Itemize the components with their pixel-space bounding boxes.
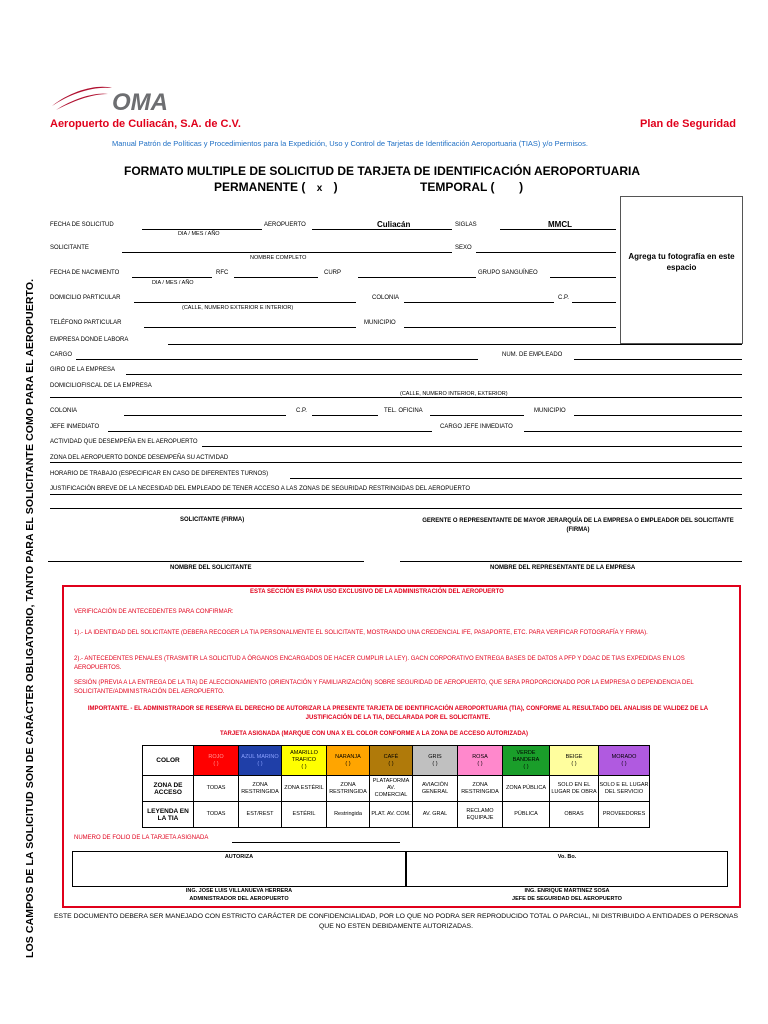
color-cell-cafe[interactable] — [370, 746, 413, 776]
label-telefono: TELÉFONO PARTICULAR — [50, 320, 122, 326]
label-zona: ZONA DEL AEROPUERTO DONDE DESEMPEÑA SU ACTIVIDAD — [50, 455, 229, 461]
input-sexo[interactable] — [476, 252, 616, 253]
color-table — [142, 745, 650, 828]
color-name: CAFÉ — [383, 753, 399, 760]
input-cp-1[interactable] — [572, 302, 616, 303]
permanente-text: PERMANENTE ( — [214, 180, 306, 194]
color-name: NARANJA — [335, 753, 361, 760]
color-cell-amarillo[interactable] — [282, 746, 327, 776]
permanente-label — [214, 180, 338, 194]
airport-name: Aeropuerto de Culiacán, S.A. de C.V. — [50, 118, 241, 130]
temporal-close: ) — [519, 180, 524, 194]
color-check[interactable]: ( ) — [523, 764, 529, 770]
color-cell-verde[interactable] — [503, 746, 550, 776]
color-name: ROSA — [472, 753, 488, 760]
autoriza-box[interactable] — [72, 851, 406, 887]
permanente-close: ) — [333, 180, 338, 194]
color-cell-rosa[interactable] — [458, 746, 503, 776]
label-solicitante-firma: SOLICITANTE (FIRMA) — [180, 517, 245, 523]
footer-note: ESTE DOCUMENTO DEBERA SER MANEJADO CON ESTRICTO CARÁCTER DE CONFIDENCIALIDAD, POR LO QUE NO PODRA SER REPRODUCIDO TOTAL O PARCIAL, NI DISTRIBUIDO A ENTIDADES O PERSONAS QUE NO ESTEN DEBIDAMENTE AUTORIZADAS. — [53, 913, 739, 930]
label-nombre-representante: NOMBRE DEL REPRESENTANTE DE LA EMPRESA — [490, 565, 636, 571]
input-nombre-representante[interactable] — [400, 561, 742, 562]
color-name: AMARILLO TRAFICO — [290, 750, 318, 763]
input-numero-folio[interactable] — [232, 842, 400, 843]
input-aeropuerto[interactable] — [312, 229, 452, 230]
admin-importante: IMPORTANTE. - EL ADMINISTRADOR SE RESERVA EL DERECHO DE AUTORIZAR LA PRESENTE TARJETA DE IDENTIFICACIÓN AEROPORTUARIA (TIA), CONFORME AL RESULTADO DEL ANALISIS DE VALIDEZ DE LA JUSTIFICACIÓN DE LA TIA, DECLARADA POR EL SOLICITANTE. — [87, 706, 709, 721]
row-label-color: COLOR — [143, 746, 194, 776]
input-municipio-2[interactable] — [574, 415, 742, 416]
label-cargo-jefe: CARGO JEFE INMEDIATO — [440, 424, 513, 430]
admin-header: ESTA SECCIÓN ES PARA USO EXCLUSIVO DE LA ADMINISTRACIÓN DEL AEROPUERTO — [250, 589, 504, 595]
input-fecha-solicitud[interactable] — [142, 229, 262, 230]
row-label-zona: ZONA DE ACCESO — [143, 776, 194, 802]
input-cargo[interactable] — [76, 359, 478, 360]
sub-dia-mes-ano-2: DIA / MES / AÑO — [152, 280, 194, 286]
input-justificacion-1[interactable] — [50, 494, 742, 495]
color-check[interactable]: ( ) — [345, 760, 351, 767]
color-name: GRIS — [428, 753, 442, 760]
label-nombre-solicitante: NOMBRE DEL SOLICITANTE — [170, 565, 252, 571]
zona-cell: ZONA ESTÉRIL — [282, 776, 327, 802]
label-actividad: ACTIVIDAD QUE DESEMPEÑA EN EL AEROPUERTO — [50, 439, 198, 445]
value-siglas: MMCL — [548, 220, 572, 229]
sub-dia-mes-ano-1: DIA / MES / AÑO — [178, 231, 220, 237]
input-zona[interactable] — [50, 462, 742, 463]
zona-cell: TODAS — [194, 776, 239, 802]
color-cell-gris[interactable] — [413, 746, 458, 776]
label-municipio-1: MUNICIPIO — [364, 320, 396, 326]
photo-box-text: Agrega tu fotografía en este espacio — [628, 252, 735, 272]
form-title: FORMATO MULTIPLE DE SOLICITUD DE TARJETA DE IDENTIFICACIÓN AEROPORTUARIA — [124, 164, 640, 178]
color-check[interactable]: ( ) — [213, 760, 219, 767]
label-domicilio: DOMICILIO PARTICULAR — [50, 295, 121, 301]
input-cargo-jefe[interactable] — [524, 431, 742, 432]
zona-cell: SOLO E EL LUGAR DEL SERVICIO — [599, 776, 650, 802]
color-cell-rojo[interactable] — [194, 746, 239, 776]
color-check[interactable]: ( ) — [432, 760, 438, 767]
input-justificacion-2[interactable] — [50, 508, 742, 509]
zona-cell: ZONA RESTRINGIDA — [327, 776, 370, 802]
oma-logo — [50, 80, 180, 118]
color-check[interactable]: ( ) — [477, 760, 483, 767]
leyenda-cell: PLAT. AV. COM. — [370, 802, 413, 828]
input-fecha-nacimiento[interactable] — [132, 277, 212, 278]
input-domicilio[interactable] — [134, 302, 356, 303]
color-cell-azul-marino[interactable] — [239, 746, 282, 776]
temporal-text: TEMPORAL ( — [420, 180, 495, 194]
admin-sesion: SESIÓN (PREVIA A LA ENTREGA DE LA TIA) DE ALECCIONAMIENTO (ORIENTACIÓN Y FAMILIARIZACIÓN) SOBRE SEGURIDAD DE AEROPUERTO, QUE SERA PROPORCIONADO POR LA EMPRESA O DEPENDENCIA DEL SOLICITANTE/ADMINISTRACIÓN DEL AEROPUERTO. — [74, 680, 694, 695]
label-fecha-nacimiento: FECHA DE NACIMIENTO — [50, 270, 120, 276]
label-fecha-solicitud: FECHA DE SOLICITUD — [50, 222, 114, 228]
plan-label: Plan de Seguridad — [640, 118, 736, 130]
label-cargo: CARGO — [50, 352, 73, 358]
color-check[interactable]: ( ) — [257, 760, 263, 767]
color-check[interactable]: ( ) — [301, 764, 307, 770]
zona-cell: ZONA RESTRINGIDA — [458, 776, 503, 802]
input-colonia-2[interactable] — [124, 415, 286, 416]
color-cell-morado[interactable] — [599, 746, 650, 776]
input-num-empleado[interactable] — [574, 359, 742, 360]
leyenda-cell: AV. GRAL — [413, 802, 458, 828]
value-aeropuerto: Culiacán — [377, 220, 411, 229]
zona-cell: ZONA PÚBLICA — [503, 776, 550, 802]
color-name: AZUL MARINO — [241, 753, 279, 760]
input-tel-oficina[interactable] — [430, 415, 524, 416]
input-siglas[interactable] — [500, 229, 616, 230]
manual-line: Manual Patrón de Políticas y Procedimientos para la Expedición, Uso y Control de Tarjetas de Identificación Aeroportuaria (TIAS) y/o Permisos. — [112, 139, 588, 148]
row-color — [143, 746, 650, 776]
label-curp: CURP — [324, 270, 342, 276]
ing2-name: ING. ENRIQUE MARTINEZ SOSA — [524, 888, 610, 894]
side-notice: LOS CAMPOS DE LA SOLICITUD SON DE CARÁCTER OBLIGATORIO, TANTO PARA EL SOLICITANTE COMO PARA EL AEROPUERTO. — [24, 278, 36, 958]
vobo-label: Vo. Bo. — [557, 854, 577, 860]
color-name: BEIGE — [565, 753, 583, 760]
leyenda-cell: Restringida — [327, 802, 370, 828]
label-colonia-1: COLONIA — [372, 295, 400, 301]
input-jefe[interactable] — [108, 431, 432, 432]
label-cp-2: C.P. — [296, 408, 307, 414]
label-tel-oficina: TEL. OFICINA — [384, 408, 423, 414]
color-check[interactable]: ( ) — [571, 760, 577, 767]
ing1-role: ADMINISTRADOR DEL AEROPUERTO — [189, 896, 289, 902]
row-label-leyenda: LEYENDA EN LA TIA — [143, 802, 194, 828]
admin-verificacion: VERIFICACIÓN DE ANTECEDENTES PARA CONFIRMAR: — [74, 609, 234, 615]
autoriza-label: AUTORIZA — [224, 854, 254, 860]
leyenda-cell: EST/REST — [239, 802, 282, 828]
leyenda-cell: ESTÉRIL — [282, 802, 327, 828]
label-colonia-2: COLONIA — [50, 408, 78, 414]
input-cp-2[interactable] — [312, 415, 378, 416]
color-name: ROJO — [208, 753, 224, 760]
label-gerente: GERENTE O REPRESENTANTE DE MAYOR JERARQUÍA DE LA EMPRESA O EMPLEADOR DEL SOLICITANTE (FIRMA) — [422, 518, 734, 533]
input-colonia-1[interactable] — [404, 302, 554, 303]
label-num-empleado: NUM. DE EMPLEADO — [502, 352, 563, 358]
sub-calle-2: (CALLE, NUMERO INTERIOR, EXTERIOR) — [400, 391, 508, 397]
leyenda-cell: OBRAS — [550, 802, 599, 828]
label-municipio-2: MUNICIPIO — [534, 408, 566, 414]
row-zona — [143, 776, 650, 802]
oma-swoosh-icon — [50, 80, 180, 118]
input-grupo-sanguineo[interactable] — [550, 277, 616, 278]
label-rfc: RFC — [216, 270, 229, 276]
leyenda-cell: PÚBLICA — [503, 802, 550, 828]
color-check[interactable]: ( ) — [621, 760, 627, 767]
input-domicilio-fiscal[interactable] — [50, 397, 742, 398]
ing2-role: JEFE DE SEGURIDAD DEL AEROPUERTO — [512, 896, 622, 902]
leyenda-cell: RECLAMO EQUIPAJE — [458, 802, 503, 828]
input-curp[interactable] — [358, 277, 476, 278]
input-nombre-solicitante[interactable] — [48, 561, 364, 562]
input-giro[interactable] — [126, 374, 742, 375]
color-cell-beige[interactable] — [550, 746, 599, 776]
label-giro: GIRO DE LA EMPRESA — [50, 367, 116, 373]
permanente-mark[interactable]: x — [316, 183, 323, 194]
input-rfc[interactable] — [234, 277, 318, 278]
input-empresa[interactable] — [168, 344, 742, 345]
label-siglas: SIGLAS — [455, 222, 477, 228]
zona-cell: ZONA RESTRINGIDA — [239, 776, 282, 802]
label-aeropuerto: AEROPUERTO — [264, 222, 306, 228]
label-empresa: EMPRESA DONDE LABORA — [50, 337, 129, 343]
label-grupo-sanguineo: GRUPO SANGUÍNEO — [478, 270, 538, 276]
label-jefe: JEFE INMEDIATO — [50, 424, 100, 430]
zona-cell: AVIACIÓN GENERAL — [413, 776, 458, 802]
temporal-label — [420, 180, 523, 194]
admin-tarjeta-asignada: TARJETA ASIGNADA (MARQUE CON UNA X EL COLOR CONFORME A LA ZONA DE ACCESO AUTORIZADA) — [220, 731, 528, 737]
label-sexo: SEXO — [455, 245, 472, 251]
logo-text: OMA — [112, 89, 168, 116]
input-telefono[interactable] — [144, 327, 356, 328]
input-municipio-1[interactable] — [404, 327, 616, 328]
sub-calle-1: (CALLE, NUMERO EXTERIOR E INTERIOR) — [182, 305, 294, 311]
ing1-name: ING. JOSE LUIS VILLANUEVA HERRERA — [185, 888, 293, 894]
leyenda-cell: TODAS — [194, 802, 239, 828]
label-cp-1: C.P. — [558, 295, 569, 301]
sub-nombre-completo: NOMBRE COMPLETO — [250, 255, 307, 261]
input-solicitante[interactable] — [122, 252, 452, 253]
color-name: MORADO — [611, 753, 637, 760]
color-check[interactable]: ( ) — [388, 760, 394, 767]
zona-cell: SOLO EN EL LUGAR DE OBRA — [550, 776, 599, 802]
input-actividad[interactable] — [202, 446, 742, 447]
row-leyenda — [143, 802, 650, 828]
color-cell-naranja[interactable] — [327, 746, 370, 776]
label-horario: HORARIO DE TRABAJO (ESPECIFICAR EN CASO DE DIFERENTES TURNOS) — [50, 471, 269, 477]
label-solicitante: SOLICITANTE — [50, 245, 89, 251]
vobo-box[interactable] — [406, 851, 728, 887]
color-name: VERDE BANDERA — [512, 750, 540, 763]
leyenda-cell: PROVEEDORES — [599, 802, 650, 828]
zona-cell: PLATAFORMA AV. COMERCIAL — [370, 776, 413, 802]
label-justificacion: JUSTIFICACIÓN BREVE DE LA NECESIDAD DEL EMPLEADO DE TENER ACCESO A LAS ZONAS DE SEGURIDAD RESTRINGIDAS DEL AEROPUERTO — [50, 486, 470, 492]
label-domicilio-fiscal: DOMICILIOFISCAL DE LA EMPRESA — [50, 383, 152, 389]
input-horario[interactable] — [290, 478, 742, 479]
photo-box[interactable] — [620, 196, 743, 344]
admin-item1: 1).- LA IDENTIDAD DEL SOLICITANTE (DEBERA RECOGER LA TIA PERSONALMENTE EL SOLICITANTE, MOSTRANDO UNA CREDENCIAL IFE, PASAPORTE, ETC. PARA VERIFICAR FOTOGRAFÍA Y FIRMA). — [74, 630, 648, 636]
admin-numero-folio: NUMERO DE FOLIO DE LA TARJETA ASIGNADA — [74, 835, 209, 841]
admin-item2: 2).- ANTECEDENTES PENALES (TRASMITIR LA SOLICITUD A ÓRGANOS ENCARGADOS DE HACER CUMPLIR LA LEY). GACN CORPORATIVO ENTREGA BASES DE DATOS A PFP Y DGAC DE TIAS EXPEDIDAS EN LOS AEROPUERTOS. — [74, 656, 685, 671]
